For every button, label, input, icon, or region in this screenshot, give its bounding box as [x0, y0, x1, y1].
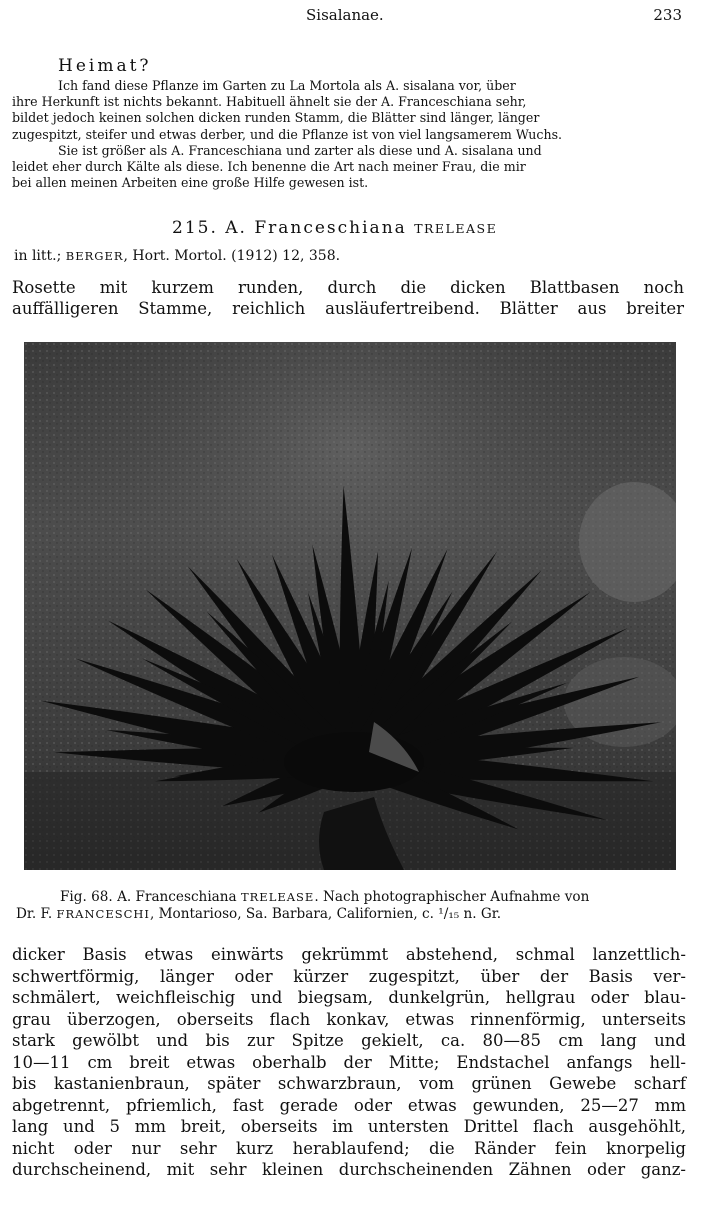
text-line: durchscheinend, mit sehr kleinen durchscheinenden Zähnen oder ganz-	[12, 1160, 686, 1179]
species-author: TRELEASE	[414, 221, 498, 236]
species-name: 215. A. Franceschiana	[172, 218, 407, 238]
page-header	[0, 6, 704, 28]
citation	[14, 248, 340, 264]
text-line: abgetrennt, pfriemlich, fast gerade oder etwas gewunden, 25—27 mm	[12, 1095, 686, 1115]
text-line: Ich fand diese Pflanze im Garten zu La Mortola als A. sisalana vor, über	[58, 78, 516, 93]
agave-rosette-photo	[24, 342, 676, 870]
caption-rest: . Nach photographischer Aufnahme von	[314, 889, 590, 905]
caption-prefix: Fig. 68. A. Franceschiana	[60, 889, 237, 905]
text-line: leidet eher durch Kälte als diese. Ich benenne die Art nach meiner Frau, die mir	[12, 159, 526, 175]
citation-author: BERGER	[65, 249, 124, 263]
text-line: Rosette mit kurzem runden, durch die dicken Blattbasen noch	[12, 278, 684, 297]
text-line: Sie ist größer als A. Franceschiana und zarter als diese und A. sisalana und	[58, 142, 542, 158]
heimat-heading: Heimat?	[58, 56, 152, 76]
text-line: dicker Basis etwas einwärts gekrümmt abstehend, schmal lanzettlich-	[12, 945, 686, 964]
text-line: schwertförmig, länger oder kürzer zugespitzt, über der Basis ver-	[12, 966, 686, 986]
plant-photograph	[24, 342, 676, 870]
text-line: ihre Herkunft ist nichts bekannt. Habituell ähnelt sie der A. Franceschiana sehr,	[12, 94, 527, 110]
text-line: nicht oder nur sehr kurz herablaufend; die Ränder fein knorpelig	[12, 1138, 686, 1158]
text-line: bei allen meinen Arbeiten eine große Hilfe gewesen ist.	[12, 175, 369, 191]
text-line: grau überzogen, oberseits flach konkav, etwas rinnenförmig, unterseits	[12, 1009, 686, 1029]
caption-line	[16, 906, 686, 923]
caption-photographer-prefix: Dr. F.	[16, 906, 53, 922]
species-heading	[172, 218, 497, 238]
text-line: lang und 5 mm breit, oberseits im untersten Drittel flach ausgehöhlt,	[12, 1117, 686, 1136]
caption-author: TRELEASE	[240, 890, 315, 904]
description-paragraph-continued	[12, 944, 686, 1181]
text-line: stark gewölbt und bis zur Spitze gekielt, ca. 80—85 cm lang und	[12, 1031, 686, 1050]
figure-caption	[16, 889, 686, 923]
text-line: 10—11 cm breit etwas oberhalb der Mitte; Endstachel anfangs hell-	[12, 1052, 686, 1072]
text-line: bildet jedoch keinen solchen dicken runden Stamm, die Blätter sind länger, länger	[12, 110, 540, 126]
text-line: schmälert, weichfleischig und biegsam, dunkelgrün, hellgrau oder blau-	[12, 988, 686, 1007]
caption-location: , Montarioso, Sa. Barbara, Californien, c. ¹/₁₅ n. Gr.	[149, 906, 502, 922]
text-line: bis kastanienbraun, später schwarzbraun, vom grünen Gewebe scharf	[12, 1074, 686, 1093]
running-head: Sisalanae.	[306, 6, 384, 24]
citation-rest: , Hort. Mortol. (1912) 12, 358.	[123, 248, 341, 264]
caption-line	[16, 889, 686, 906]
heimat-paragraph	[12, 78, 684, 191]
page-number: 233	[653, 6, 682, 24]
citation-prefix: in litt.;	[14, 248, 62, 264]
caption-photographer: FRANCESCHI	[56, 907, 150, 921]
text-line: auffälligeren Stamme, reichlich ausläufertreibend. Blätter aus breiter	[12, 299, 684, 318]
description-paragraph-start	[12, 277, 684, 319]
text-line: zugespitzt, steifer und etwas derber, und die Pflanze ist von viel langsamerem Wuchs.	[12, 126, 563, 142]
